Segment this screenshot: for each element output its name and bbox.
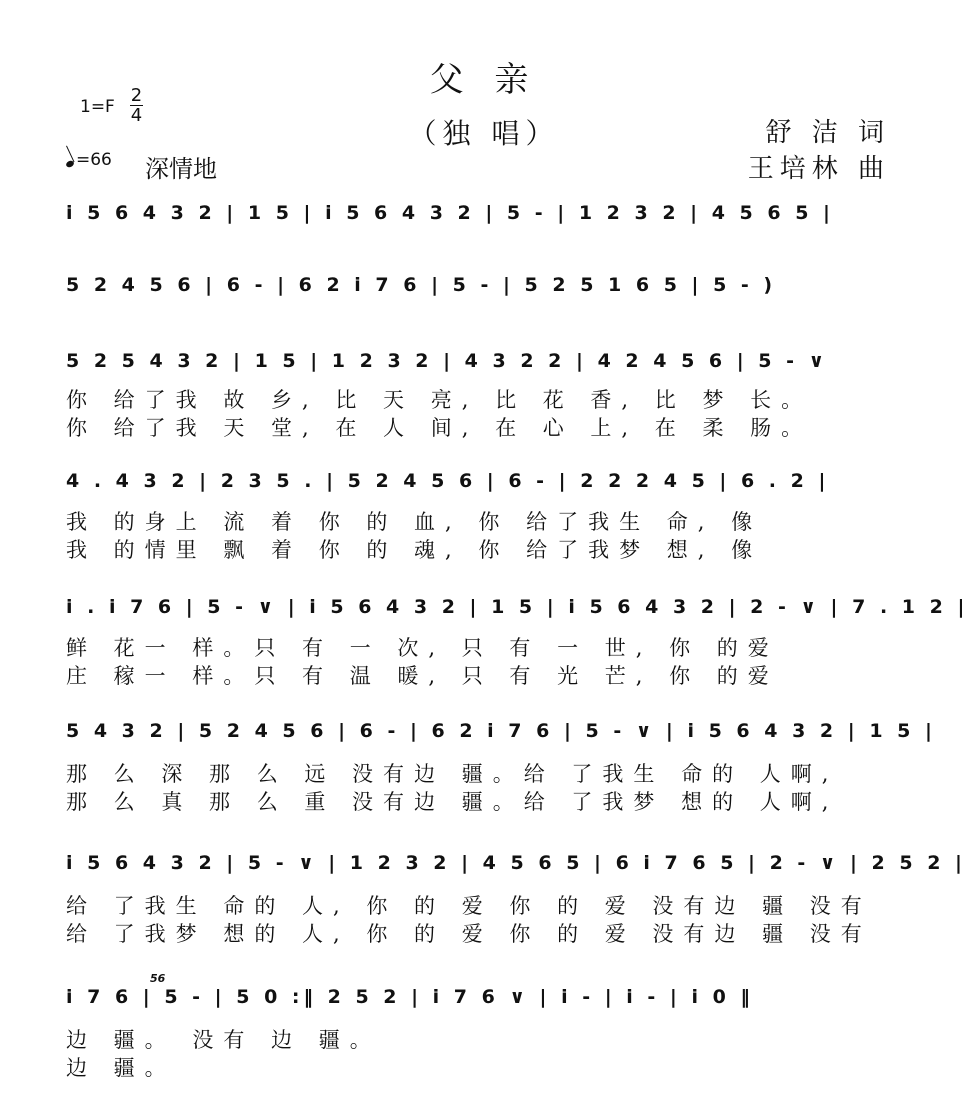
lyric-verse-2: 那 么 真 那 么 重 没有边 疆。给 了我梦 想的 人啊, bbox=[66, 790, 839, 814]
lyric-verse-1: 边 疆。 没有 边 疆。 bbox=[66, 1028, 381, 1052]
score-system-8 bbox=[0, 972, 968, 1120]
lyric-verse-2: 给 了我梦 想的 人, 你 的 爱 你 的 爱 没有边 疆 没有 bbox=[66, 922, 872, 946]
lyricist-credit: 舒 洁 词 bbox=[765, 118, 890, 148]
notation-line: 5 2 5 4 3 2 | 1 5 | 1 2 3 2 | 4 3 2 2 | 4 2 4 5 6 | 5 - ∨ bbox=[66, 350, 829, 372]
lyric-verse-1: 那 么 深 那 么 远 没有边 疆。给 了我生 命的 人啊, bbox=[66, 762, 839, 786]
score-system-7 bbox=[0, 846, 968, 986]
composer-credit: 王培林 曲 bbox=[747, 154, 890, 184]
notation-line: 5 2 4 5 6 | 6 - | 6 2 i 7 6 | 5 - | 5 2 5 1 6 5 | 5 - ) bbox=[66, 274, 777, 296]
lyric-verse-1: 你 给了我 故 乡, 比 天 亮, 比 花 香, 比 梦 长。 bbox=[66, 388, 813, 412]
score-system-4 bbox=[0, 464, 968, 604]
lyric-verse-2: 边 疆。 bbox=[66, 1056, 176, 1080]
grace-notes: 56 bbox=[150, 972, 166, 985]
lyric-verse-2: 我 的情里 飘 着 你 的 魂, 你 给了我梦 想, 像 bbox=[66, 538, 763, 562]
lyric-verse-1: 我 的身上 流 着 你 的 血, 你 给了我生 命, 像 bbox=[66, 510, 763, 534]
notation-line: 5 4 3 2 | 5 2 4 5 6 | 6 - | 6 2 i 7 6 | 5 - ∨ | i 5 6 4 3 2 | 1 5 | bbox=[66, 720, 936, 742]
time-signature bbox=[130, 86, 143, 125]
lyric-verse-1: 鲜 花一 样。只 有 一 次, 只 有 一 世, 你 的爱 bbox=[66, 636, 779, 660]
lyric-verse-2: 庄 稼一 样。只 有 温 暖, 只 有 光 芒, 你 的爱 bbox=[66, 664, 779, 688]
lyric-verse-2: 你 给了我 天 堂, 在 人 间, 在 心 上, 在 柔 肠。 bbox=[66, 416, 813, 440]
song-subtitle: （独 唱） bbox=[408, 117, 560, 150]
tempo-marking bbox=[66, 150, 112, 170]
time-signature-top: 2 bbox=[130, 85, 143, 106]
score-system-5 bbox=[0, 590, 968, 730]
notation-line: i 5 6 4 3 2 | 5 - ∨ | 1 2 3 2 | 4 5 6 5 | 6 i 7 6 5 | 2 - ∨ | 2 5 2 | bbox=[66, 852, 966, 874]
lyric-verse-1: 给 了我生 命的 人, 你 的 爱 你 的 爱 没有边 疆 没有 bbox=[66, 894, 872, 918]
notation-line: i . i 7 6 | 5 - ∨ | i 5 6 4 3 2 | 1 5 | i 5 6 4 3 2 | 2 - ∨ | 7 . 1 2 | bbox=[66, 596, 968, 618]
quarter-note-icon bbox=[65, 160, 75, 169]
score-system-6 bbox=[0, 714, 968, 854]
notation-line: 4 . 4 3 2 | 2 3 5 . | 5 2 4 5 6 | 6 - | 2 2 2 4 5 | 6 . 2 | bbox=[66, 470, 830, 492]
song-title: 父 亲 bbox=[429, 60, 539, 100]
time-signature-bottom: 4 bbox=[130, 105, 143, 126]
key-signature: 1=F bbox=[80, 97, 115, 117]
notation-line: i 7 6 | 5 - | 5 0 :‖ 2 5 2 | i 7 6 ∨ | i - | i - | i 0 ‖ bbox=[66, 986, 754, 1008]
tempo-value: =66 bbox=[76, 150, 112, 170]
score-system-3 bbox=[0, 344, 968, 484]
expression-marking: 深情地 bbox=[145, 155, 217, 183]
notation-line: i 5 6 4 3 2 | 1 5 | i 5 6 4 3 2 | 5 - | 1 2 3 2 | 4 5 6 5 | bbox=[66, 202, 834, 224]
